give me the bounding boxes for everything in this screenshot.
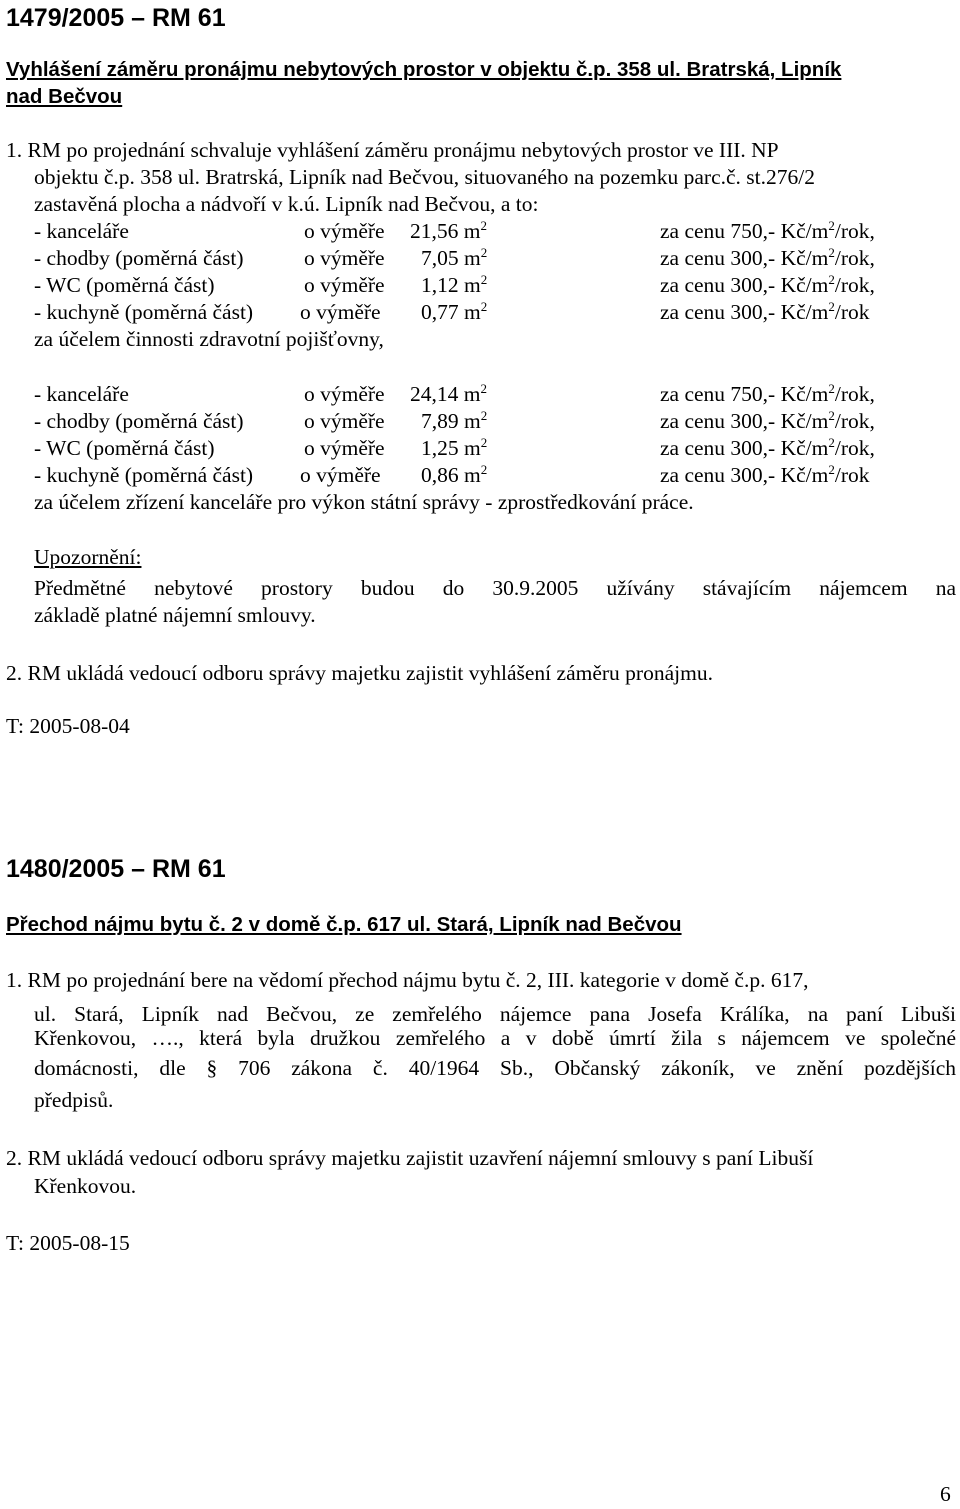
purpose-a: za účelem činnosti zdravotní pojišťovny,: [34, 327, 384, 351]
notice-label: Upozornění:: [34, 545, 142, 569]
price-value: za cenu 300,- $Kč/m^2$/rok: [660, 299, 870, 324]
price-value: za cenu 300,- $Kč/m^2$/rok,: [660, 408, 875, 433]
area-prefix: o výměře: [304, 273, 385, 297]
paragraph-1-line-2: objektu č.p. 358 ul. Bratrská, Lipník nad Bečvou, situovaného na pozemku parc.č. st.276/2: [34, 165, 815, 189]
area-prefix: o výměře: [304, 382, 385, 406]
price-value: za cenu 300,- $Kč/m^2$/rok,: [660, 245, 875, 270]
space-name: - kuchyně (poměrná část): [34, 463, 254, 487]
area-value: 21,56 $m^2$: [410, 218, 487, 243]
area-value: 0,86 $m^2$: [421, 462, 488, 487]
sec2-paragraph-1-line-2: ul. Stará, Lipník nad Bečvou, ze zemřelého nájemce pana Josefa Králíka, na paní Libuši: [34, 1002, 956, 1026]
resolution-subject-line-2: nad Bečvou: [6, 85, 123, 108]
price-value: za cenu 300,- $Kč/m^2$/rok: [660, 462, 870, 487]
space-name: - WC (poměrná část): [34, 436, 215, 460]
resolution-number-1479: 1479/2005 – RM 61: [6, 4, 226, 32]
space-name: - chodby (poměrná část): [34, 246, 244, 270]
space-name: - kuchyně (poměrná část): [34, 300, 254, 324]
sec2-paragraph-1-line-5: předpisů.: [34, 1088, 114, 1112]
price-value: za cenu 750,- $Kč/m^2$/rok,: [660, 218, 875, 243]
sec2-paragraph-2-line-2: Křenkovou.: [34, 1174, 137, 1198]
purpose-b: za účelem zřízení kanceláře pro výkon státní správy - zprostředkování práce.: [34, 490, 694, 514]
space-name: - WC (poměrná část): [34, 273, 215, 297]
sec2-paragraph-1-line-4: domácnosti, dle § 706 zákona č. 40/1964 Sb., Občanský zákoník, ve znění pozdějších: [34, 1056, 956, 1080]
page-number: 6: [940, 1482, 951, 1506]
area-value: 24,14 $m^2$: [410, 381, 487, 406]
resolution-subject-2: Přechod nájmu bytu č. 2 v domě č.p. 617 ul. Stará, Lipník nad Bečvou: [6, 913, 682, 936]
paragraph-1-line-1: 1. RM po projednání schvaluje vyhlášení záměru pronájmu nebytových prostor ve III. NP: [6, 138, 779, 162]
area-prefix: o výměře: [304, 409, 385, 433]
area-prefix: o výměře: [300, 300, 381, 324]
area-value: 1,12 $m^2$: [421, 272, 488, 297]
notice-line-2: základě platné nájemní smlouvy.: [34, 603, 316, 627]
notice-line-1: Předmětné nebytové prostory budou do 30.9.2005 užívány stávajícím nájemcem na: [34, 576, 956, 600]
paragraph-1-line-3: zastavěná plocha a nádvoří v k.ú. Lipník nad Bečvou, a to:: [34, 192, 539, 216]
area-value: 0,77 $m^2$: [421, 299, 488, 324]
area-prefix: o výměře: [304, 246, 385, 270]
area-value: 7,89 $m^2$: [421, 408, 488, 433]
space-name: - kanceláře: [34, 219, 129, 243]
area-prefix: o výměře: [304, 436, 385, 460]
sec2-paragraph-1-line-1: 1. RM po projednání bere na vědomí přechod nájmu bytu č. 2, III. kategorie v domě č.p. 617,: [6, 968, 809, 992]
space-name: - kanceláře: [34, 382, 129, 406]
area-value: 1,25 $m^2$: [421, 435, 488, 460]
area-prefix: o výměře: [304, 219, 385, 243]
price-value: za cenu 300,- $Kč/m^2$/rok,: [660, 435, 875, 460]
space-name: - chodby (poměrná část): [34, 409, 244, 433]
deadline-2: T: 2005-08-15: [6, 1231, 130, 1255]
area-prefix: o výměře: [300, 463, 381, 487]
resolution-subject-line-1: Vyhlášení záměru pronájmu nebytových prostor v objektu č.p. 358 ul. Bratrská, Lipník: [6, 58, 842, 81]
resolution-number-1480: 1480/2005 – RM 61: [6, 855, 226, 883]
area-value: 7,05 $m^2$: [421, 245, 488, 270]
price-value: za cenu 750,- $Kč/m^2$/rok,: [660, 381, 875, 406]
price-value: za cenu 300,- $Kč/m^2$/rok,: [660, 272, 875, 297]
sec2-paragraph-2-line-1: 2. RM ukládá vedoucí odboru správy majetku zajistit uzavření nájemní smlouvy s paní Libuší: [6, 1146, 814, 1170]
sec2-paragraph-1-line-3: Křenkovou, …., která byla družkou zemřelého a v době úmrtí žila s nájemcem ve společné: [34, 1026, 956, 1050]
paragraph-2: 2. RM ukládá vedoucí odboru správy majetku zajistit vyhlášení záměru pronájmu.: [6, 661, 713, 685]
deadline-1: T: 2005-08-04: [6, 714, 130, 738]
